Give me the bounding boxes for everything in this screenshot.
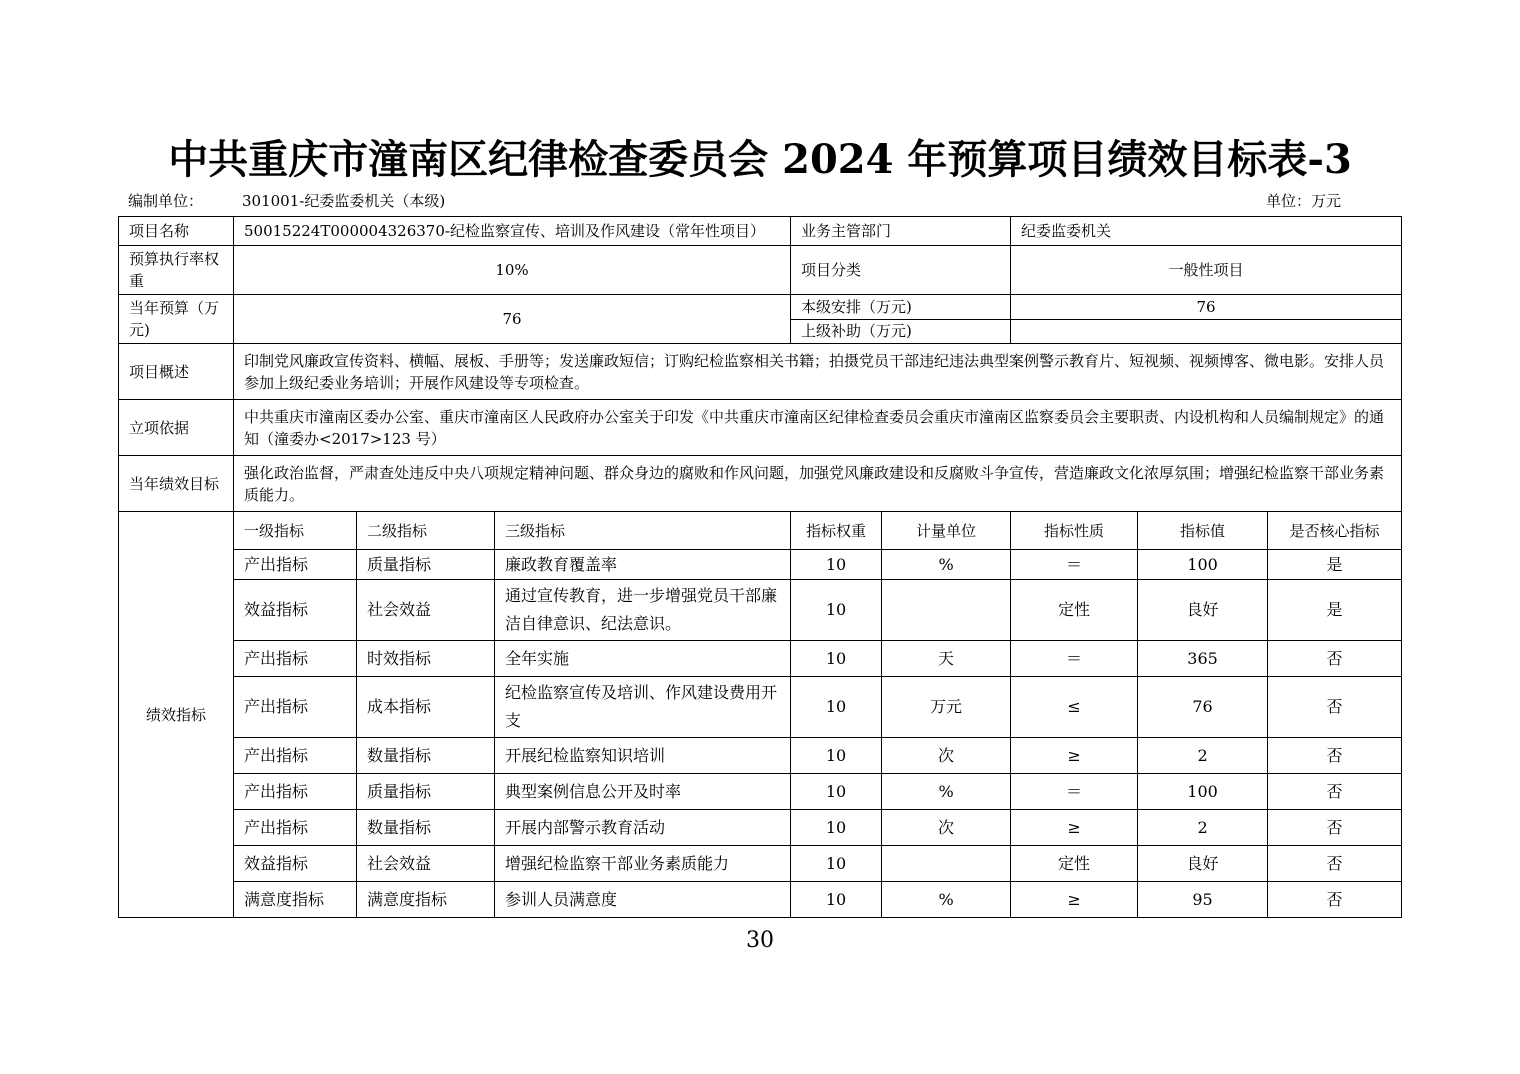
core-cell: 否 bbox=[1268, 774, 1402, 810]
exec-rate-value: 10% bbox=[234, 246, 791, 295]
value-cell: 365 bbox=[1138, 641, 1268, 677]
budget-value: 76 bbox=[234, 295, 791, 344]
level2-cell: 社会效益 bbox=[357, 846, 495, 882]
nature-cell: 定性 bbox=[1011, 846, 1138, 882]
weight-cell: 10 bbox=[791, 677, 882, 738]
level1-cell: 产出指标 bbox=[234, 677, 357, 738]
value-cell: 100 bbox=[1138, 774, 1268, 810]
nature-cell: ＝ bbox=[1011, 550, 1138, 580]
unit-cell bbox=[882, 846, 1011, 882]
value-cell: 2 bbox=[1138, 738, 1268, 774]
level1-cell: 满意度指标 bbox=[234, 882, 357, 918]
level1-cell: 效益指标 bbox=[234, 846, 357, 882]
dept-value: 纪委监委机关 bbox=[1011, 217, 1402, 246]
weight-cell: 10 bbox=[791, 641, 882, 677]
level2-cell: 质量指标 bbox=[357, 774, 495, 810]
nature-cell: ＝ bbox=[1011, 641, 1138, 677]
project-name-value: 50015224T000004326370-纪检监察宣传、培训及作风建设（常年性项目） bbox=[234, 217, 791, 246]
budget-label: 当年预算（万元) bbox=[119, 295, 234, 344]
unit-cell: % bbox=[882, 882, 1011, 918]
core-cell: 是 bbox=[1268, 550, 1402, 580]
level3-cell: 廉政教育覆盖率 bbox=[495, 550, 791, 580]
table-row bbox=[119, 774, 1402, 810]
project-name-label: 项目名称 bbox=[119, 217, 234, 246]
core-cell: 否 bbox=[1268, 882, 1402, 918]
unit-label: 单位：万元 bbox=[1266, 192, 1342, 210]
core-cell: 否 bbox=[1268, 738, 1402, 774]
weight-cell: 10 bbox=[791, 774, 882, 810]
unit-cell: 次 bbox=[882, 738, 1011, 774]
table-row bbox=[119, 550, 1402, 580]
basis-value: 中共重庆市潼南区委办公室、重庆市潼南区人民政府办公室关于印发《中共重庆市潼南区纪律检查委员会重庆市潼南区监察委员会主要职责、内设机构和人员编制规定》的通知（潼委办<2017>123 号） bbox=[234, 400, 1402, 456]
level2-cell: 时效指标 bbox=[357, 641, 495, 677]
table-row bbox=[119, 641, 1402, 677]
goal-label: 当年绩效目标 bbox=[119, 456, 234, 512]
level1-cell: 产出指标 bbox=[234, 550, 357, 580]
weight-cell: 10 bbox=[791, 882, 882, 918]
level3-cell: 通过宣传教育，进一步增强党员干部廉洁自律意识、纪法意识。 bbox=[495, 580, 791, 641]
core-cell: 是 bbox=[1268, 580, 1402, 641]
column-header: 一级指标 bbox=[234, 512, 357, 550]
core-cell: 否 bbox=[1268, 641, 1402, 677]
weight-cell: 10 bbox=[791, 810, 882, 846]
level2-cell: 数量指标 bbox=[357, 738, 495, 774]
nature-cell: ＝ bbox=[1011, 774, 1138, 810]
table-row bbox=[119, 810, 1402, 846]
value-cell: 良好 bbox=[1138, 846, 1268, 882]
level1-cell: 产出指标 bbox=[234, 774, 357, 810]
local-budget-label: 本级安排（万元) bbox=[791, 295, 1011, 320]
goal-value: 强化政治监督，严肃查处违反中央八项规定精神问题、群众身边的腐败和作风问题，加强党风廉政建设和反腐败斗争宣传，营造廉政文化浓厚氛围；增强纪检监察干部业务素质能力。 bbox=[234, 456, 1402, 512]
unit-cell: % bbox=[882, 550, 1011, 580]
indicators-section-label: 绩效指标 bbox=[119, 512, 234, 918]
level2-cell: 成本指标 bbox=[357, 677, 495, 738]
unit-cell: 万元 bbox=[882, 677, 1011, 738]
core-cell: 否 bbox=[1268, 846, 1402, 882]
exec-rate-label: 预算执行率权重 bbox=[119, 246, 234, 295]
nature-cell: ≥ bbox=[1011, 738, 1138, 774]
column-header: 指标性质 bbox=[1011, 512, 1138, 550]
performance-table bbox=[118, 216, 1402, 918]
column-header: 是否核心指标 bbox=[1268, 512, 1402, 550]
level1-cell: 产出指标 bbox=[234, 810, 357, 846]
column-header: 二级指标 bbox=[357, 512, 495, 550]
value-cell: 95 bbox=[1138, 882, 1268, 918]
level3-cell: 开展纪检监察知识培训 bbox=[495, 738, 791, 774]
overview-label: 项目概述 bbox=[119, 344, 234, 400]
weight-cell: 10 bbox=[791, 580, 882, 641]
level3-cell: 参训人员满意度 bbox=[495, 882, 791, 918]
category-value: 一般性项目 bbox=[1011, 246, 1402, 295]
category-label: 项目分类 bbox=[791, 246, 1011, 295]
level2-cell: 满意度指标 bbox=[357, 882, 495, 918]
level2-cell: 质量指标 bbox=[357, 550, 495, 580]
column-header: 指标值 bbox=[1138, 512, 1268, 550]
weight-cell: 10 bbox=[791, 846, 882, 882]
nature-cell: ≥ bbox=[1011, 810, 1138, 846]
unit-cell: % bbox=[882, 774, 1011, 810]
unit-cell: 次 bbox=[882, 810, 1011, 846]
column-header: 三级指标 bbox=[495, 512, 791, 550]
value-cell: 2 bbox=[1138, 810, 1268, 846]
weight-cell: 10 bbox=[791, 550, 882, 580]
level1-cell: 效益指标 bbox=[234, 580, 357, 641]
page-number: 30 bbox=[746, 928, 774, 953]
page-title: 中共重庆市潼南区纪律检查委员会 2024 年预算项目绩效目标表-3 bbox=[168, 136, 1352, 183]
column-header: 指标权重 bbox=[791, 512, 882, 550]
core-cell: 否 bbox=[1268, 810, 1402, 846]
table-row bbox=[119, 738, 1402, 774]
nature-cell: 定性 bbox=[1011, 580, 1138, 641]
level1-cell: 产出指标 bbox=[234, 641, 357, 677]
level1-cell: 产出指标 bbox=[234, 738, 357, 774]
nature-cell: ≥ bbox=[1011, 882, 1138, 918]
table-row bbox=[119, 677, 1402, 738]
basis-label: 立项依据 bbox=[119, 400, 234, 456]
value-cell: 良好 bbox=[1138, 580, 1268, 641]
table-row bbox=[119, 882, 1402, 918]
unit-cell bbox=[882, 580, 1011, 641]
level3-cell: 开展内部警示教育活动 bbox=[495, 810, 791, 846]
upper-subsidy-label: 上级补助（万元) bbox=[791, 319, 1011, 344]
org-value: 301001-纪委监委机关（本级) bbox=[242, 192, 446, 210]
org-label: 编制单位： bbox=[128, 192, 204, 210]
core-cell: 否 bbox=[1268, 677, 1402, 738]
overview-value: 印制党风廉政宣传资料、横幅、展板、手册等；发送廉政短信；订购纪检监察相关书籍；拍摄党员干部违纪违法典型案例警示教育片、短视频、视频博客、微电影。安排人员参加上级纪委业务培训；开展作风建设等专项检查。 bbox=[234, 344, 1402, 400]
level3-cell: 全年实施 bbox=[495, 641, 791, 677]
table-row bbox=[119, 580, 1402, 641]
dept-label: 业务主管部门 bbox=[791, 217, 1011, 246]
value-cell: 100 bbox=[1138, 550, 1268, 580]
level3-cell: 增强纪检监察干部业务素质能力 bbox=[495, 846, 791, 882]
table-row bbox=[119, 846, 1402, 882]
level2-cell: 社会效益 bbox=[357, 580, 495, 641]
value-cell: 76 bbox=[1138, 677, 1268, 738]
unit-cell: 天 bbox=[882, 641, 1011, 677]
upper-subsidy-value bbox=[1011, 319, 1402, 344]
weight-cell: 10 bbox=[791, 738, 882, 774]
column-header: 计量单位 bbox=[882, 512, 1011, 550]
local-budget-value: 76 bbox=[1011, 295, 1402, 320]
level3-cell: 纪检监察宣传及培训、作风建设费用开支 bbox=[495, 677, 791, 738]
level3-cell: 典型案例信息公开及时率 bbox=[495, 774, 791, 810]
nature-cell: ≤ bbox=[1011, 677, 1138, 738]
level2-cell: 数量指标 bbox=[357, 810, 495, 846]
